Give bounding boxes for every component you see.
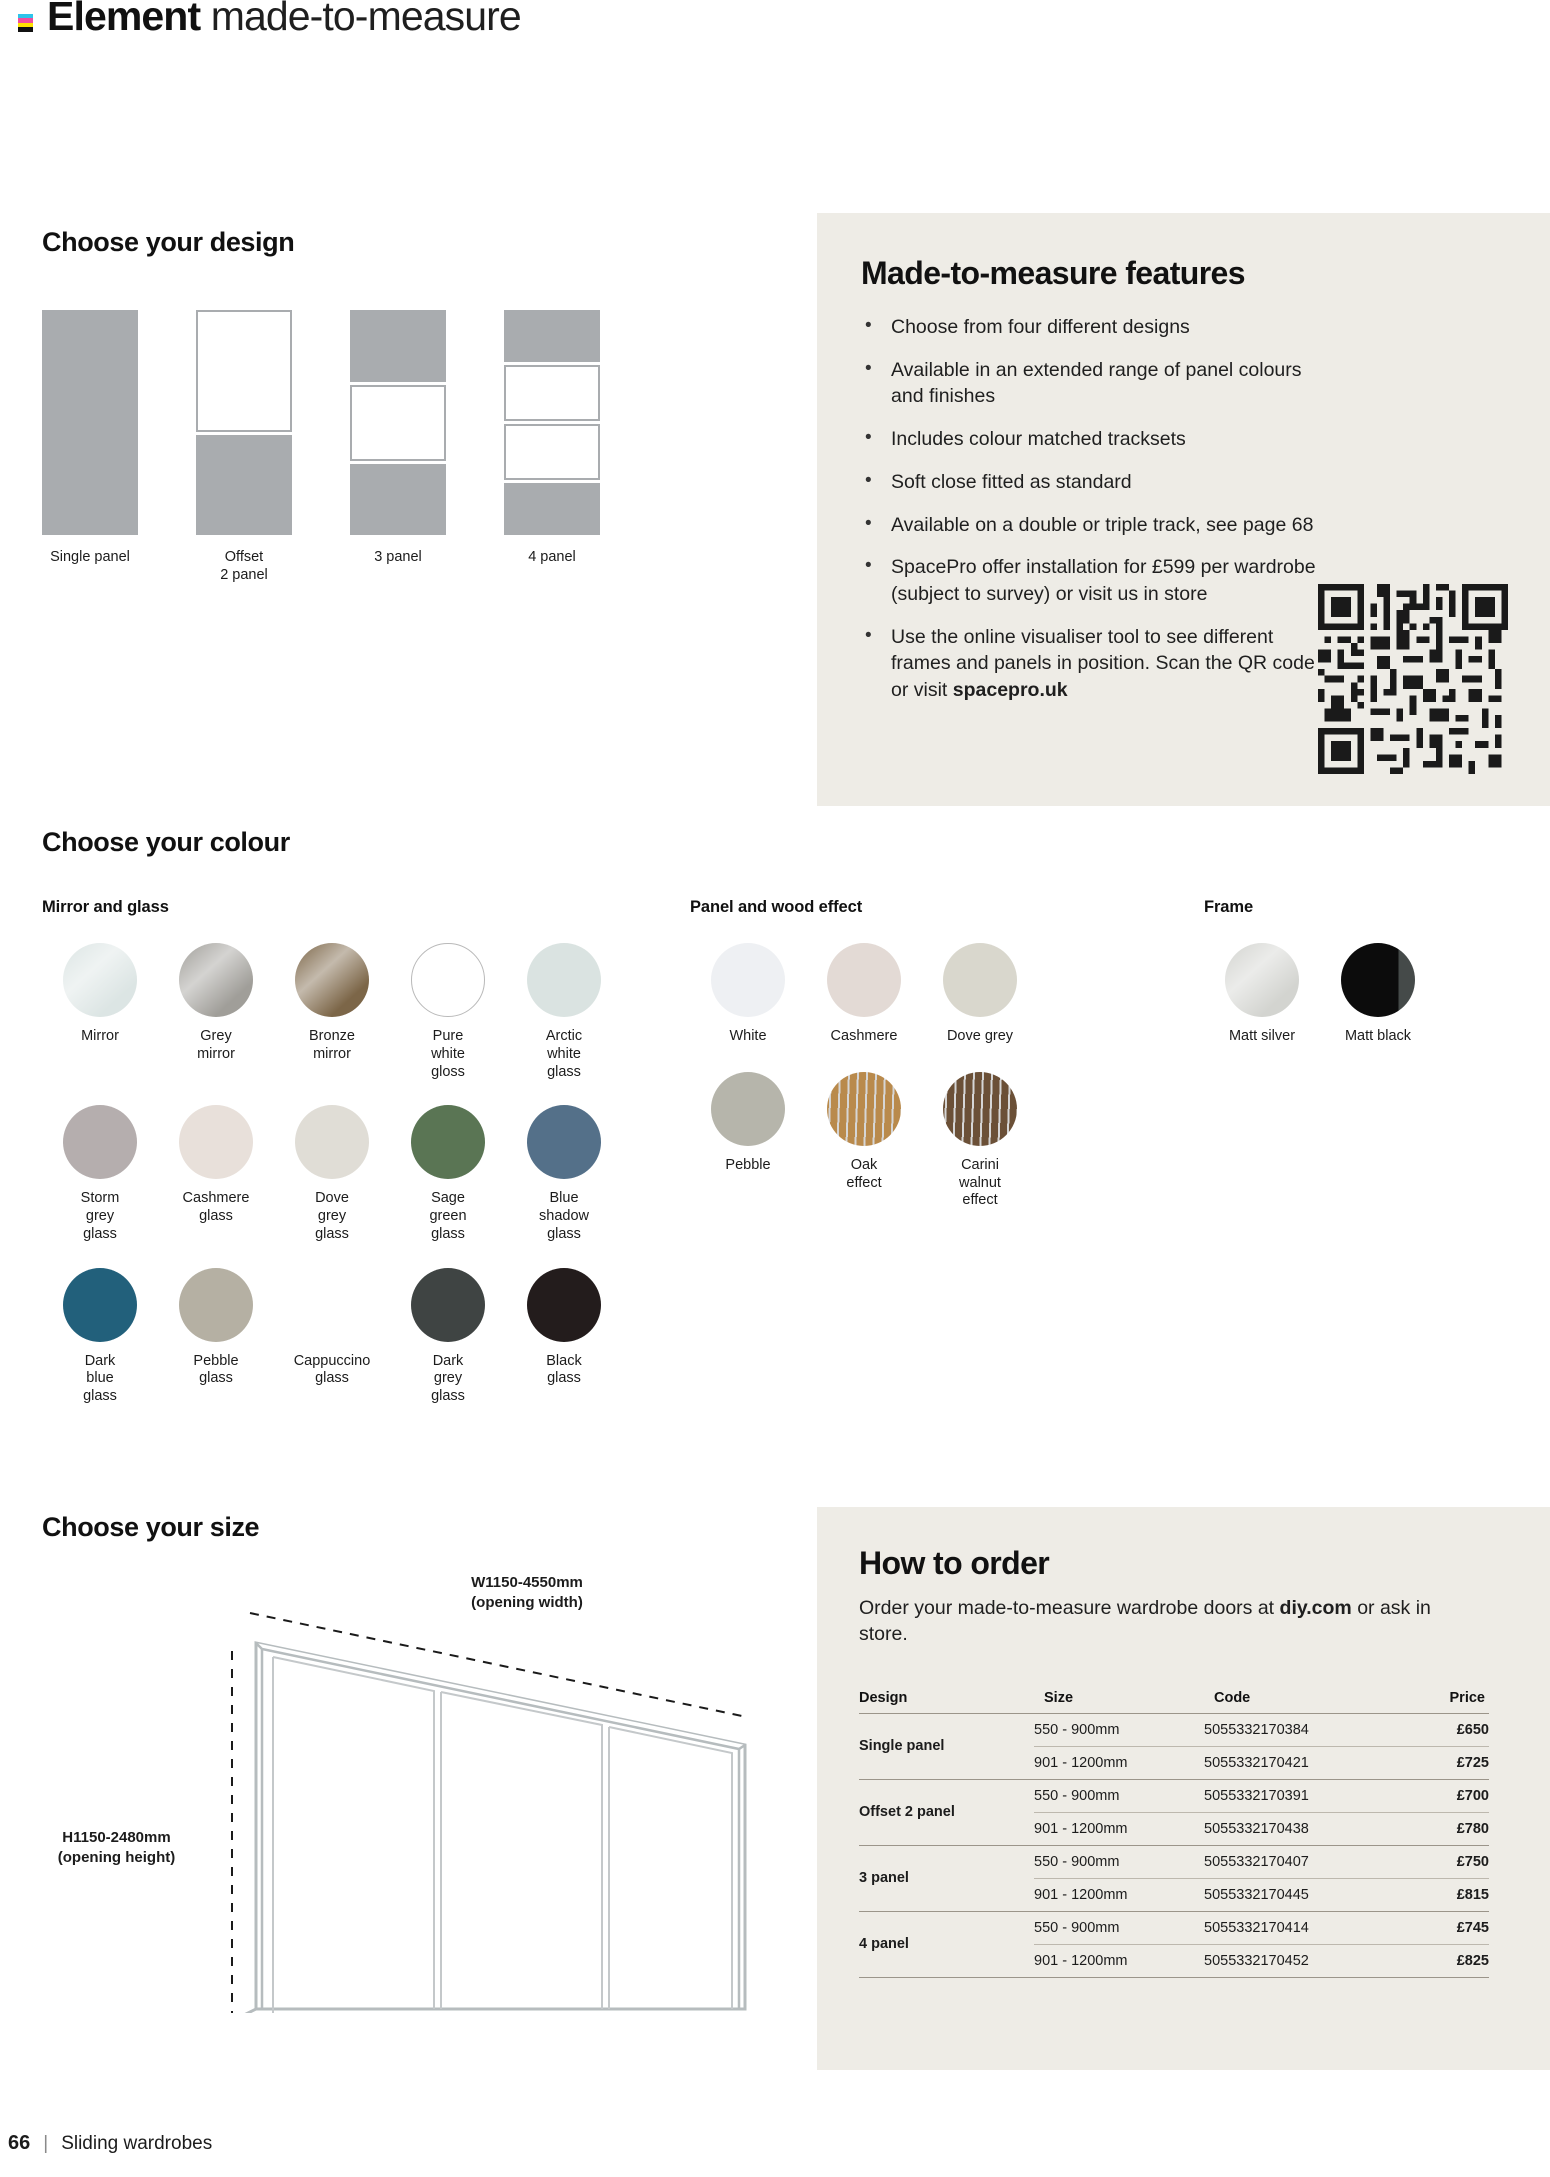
design-option[interactable]: [504, 310, 600, 585]
opening-width-label: W1150-4550mm (opening width): [471, 1574, 583, 1611]
cell-code: 5055332170407: [1204, 1845, 1399, 1878]
colour-swatch-label: Grey mirror: [197, 1028, 235, 1063]
page-number: 66: [8, 2132, 31, 2154]
colour-swatch-dot: [295, 1268, 369, 1342]
colour-swatch-option[interactable]: [922, 1072, 1038, 1210]
feature-bullet: • Soft close fitted as standard: [861, 469, 1331, 496]
colour-swatch-label: Oak effect: [846, 1157, 882, 1191]
design-options-row: [42, 310, 722, 585]
colour-swatch-option[interactable]: [1320, 943, 1436, 1046]
cell-size: 901 - 1200mm: [1034, 1746, 1204, 1779]
order-intro-text: [859, 1596, 1459, 1648]
colour-swatch-option[interactable]: [1204, 943, 1320, 1046]
design-option-label: 4 panel: [528, 549, 576, 566]
qr-code-icon: [1318, 584, 1508, 774]
design-option[interactable]: [196, 310, 292, 585]
panel-segment-solid: [504, 483, 600, 535]
cell-price: £650: [1399, 1713, 1489, 1746]
cell-price: £725: [1399, 1746, 1489, 1779]
design-panel-figure: [350, 310, 446, 535]
choose-your-design-section: [42, 205, 722, 585]
colour-swatch-label: Matt silver: [1228, 1028, 1296, 1045]
cell-price: £700: [1399, 1779, 1489, 1812]
feature-bullet: • Available in an extended range of panel colours and finishes: [861, 357, 1331, 410]
colour-swatch-option[interactable]: [390, 1268, 506, 1406]
price-table-head: [859, 1690, 1489, 1714]
table-bottom-rule: [859, 1977, 1489, 1978]
cell-price: £825: [1399, 1944, 1489, 1977]
colour-swatch-option[interactable]: [806, 943, 922, 1046]
colour-swatch-dot: [711, 1072, 785, 1146]
cell-size: 550 - 900mm: [1034, 1845, 1204, 1878]
colour-swatch-option[interactable]: [42, 1105, 158, 1243]
cell-design: Single panel: [859, 1713, 1034, 1779]
brand-subtitle: made-to-measure: [210, 0, 521, 39]
feature-bullet: • Use the online visualiser tool to see different frames and panels in position. Scan the QR code or visit spacepro.uk: [861, 624, 1331, 704]
colour-swatch-dot: [527, 943, 601, 1017]
swatch-row: [42, 943, 622, 1081]
colour-swatch-option[interactable]: [274, 943, 390, 1081]
colour-swatch-option[interactable]: [922, 943, 1038, 1046]
panel-segment-open: [196, 310, 292, 432]
cell-code: 5055332170391: [1204, 1779, 1399, 1812]
colour-swatch-label: Dove grey: [946, 1028, 1014, 1045]
colour-swatch-dot: [179, 1268, 253, 1342]
how-to-order-panel: [817, 1507, 1550, 2070]
panel-segment-solid: [42, 310, 138, 535]
page-header: [18, 0, 521, 37]
colour-swatch-label: Cashmere: [830, 1028, 898, 1045]
feature-bullet: • Choose from four different designs: [861, 314, 1331, 341]
panel-segment-solid: [350, 464, 446, 536]
colour-swatch-dot: [1225, 943, 1299, 1017]
price-table-body: [859, 1713, 1489, 1978]
colour-swatch-label: Bronze mirror: [309, 1028, 355, 1063]
cell-design: 3 panel: [859, 1845, 1034, 1911]
colour-swatch-option[interactable]: [158, 1268, 274, 1406]
colour-swatch-option[interactable]: [158, 1105, 274, 1243]
cell-price: £745: [1399, 1911, 1489, 1944]
design-panel-figure: [504, 310, 600, 535]
cell-design: 4 panel: [859, 1911, 1034, 1977]
colour-swatch-dot: [411, 943, 485, 1017]
panel-segment-solid: [350, 310, 446, 382]
price-table: [859, 1690, 1489, 1978]
colour-swatch-option[interactable]: [506, 1268, 622, 1406]
colour-swatch-dot: [827, 1072, 901, 1146]
feature-bullet: • Includes colour matched tracksets: [861, 426, 1331, 453]
colour-swatch-option[interactable]: [42, 943, 158, 1081]
cell-price: £815: [1399, 1878, 1489, 1911]
colour-swatch-label: Dark grey glass: [431, 1352, 465, 1404]
colour-swatch-option[interactable]: [274, 1268, 390, 1406]
cell-size: 901 - 1200mm: [1034, 1878, 1204, 1911]
colour-swatch-dot: [179, 1105, 253, 1179]
colour-swatch-option[interactable]: [690, 943, 806, 1046]
colour-swatch-label: Matt black: [1344, 1028, 1412, 1045]
colour-swatch-dot: [943, 943, 1017, 1017]
design-panel-figure: [196, 310, 292, 535]
swatch-row: [690, 1072, 1038, 1210]
opening-height-label: H1150-2480mm (opening height): [57, 1829, 176, 1866]
colour-swatch-dot: [711, 943, 785, 1017]
col-header-code: Code: [1204, 1690, 1399, 1714]
cell-design: Offset 2 panel: [859, 1779, 1034, 1845]
colour-swatch-label: Dark blue glass: [83, 1352, 117, 1404]
cell-size: 901 - 1200mm: [1034, 1812, 1204, 1845]
design-option-label: Single panel: [50, 549, 130, 566]
colour-group-title: Frame: [1204, 898, 1254, 917]
colour-swatch-option[interactable]: [506, 1105, 622, 1243]
footer-section-name: Sliding wardrobes: [61, 2133, 213, 2154]
colour-swatch-option[interactable]: [42, 1268, 158, 1406]
choose-your-colour-section: [42, 805, 1522, 1404]
cell-size: 550 - 900mm: [1034, 1911, 1204, 1944]
cell-size: 550 - 900mm: [1034, 1779, 1204, 1812]
colour-swatch-label: Pebble glass: [193, 1352, 239, 1387]
swatch-row: [690, 943, 1038, 1046]
colour-swatch-dot: [527, 1268, 601, 1342]
colour-swatch-dot: [295, 943, 369, 1017]
colour-swatch-label: White: [729, 1028, 767, 1045]
colour-swatch-label: Arctic white glass: [545, 1028, 583, 1080]
colour-swatch-option[interactable]: [690, 1072, 806, 1210]
cell-code: 5055332170421: [1204, 1746, 1399, 1779]
colour-swatch-dot: [179, 943, 253, 1017]
cell-price: £780: [1399, 1812, 1489, 1845]
colour-swatch-label: Dove grey glass: [315, 1190, 349, 1242]
page-title: [47, 0, 521, 37]
colour-swatch-dot: [63, 1268, 137, 1342]
swatch-row: [42, 1105, 622, 1243]
colour-swatch-label: Mirror: [81, 1028, 119, 1045]
swatch-row: [42, 1268, 622, 1406]
table-row: [859, 1713, 1489, 1746]
page-footer: [8, 2132, 212, 2155]
colour-swatch-label: Pure white gloss: [431, 1028, 465, 1080]
col-header-design: Design: [859, 1690, 1034, 1714]
design-option-label: Offset 2 panel: [220, 549, 268, 584]
colour-swatch-dot: [827, 943, 901, 1017]
diy-com-link[interactable]: diy.com: [1279, 1597, 1352, 1619]
cell-code: 5055332170445: [1204, 1878, 1399, 1911]
colour-swatch-label: Carini walnut effect: [959, 1157, 1001, 1209]
colour-swatch-dot: [943, 1072, 1017, 1146]
colour-swatch-label: Black glass: [546, 1352, 582, 1387]
colour-group-frame: [1204, 898, 1436, 1046]
design-option[interactable]: [350, 310, 446, 585]
col-header-price: Price: [1399, 1690, 1489, 1714]
made-to-measure-features-panel: [817, 213, 1550, 806]
choose-your-size-section: [42, 1490, 802, 2013]
panel-segment-solid: [504, 310, 600, 362]
cell-code: 5055332170414: [1204, 1911, 1399, 1944]
feature-bullet: • SpacePro offer installation for £599 per wardrobe (subject to survey) or visit us in store: [861, 554, 1331, 607]
panel-segment-open: [504, 424, 600, 480]
cell-code: 5055332170384: [1204, 1713, 1399, 1746]
panel-segment-solid: [196, 435, 292, 535]
section-heading-design: Choose your design: [42, 227, 295, 258]
footer-separator: |: [43, 2133, 49, 2154]
colour-group-title: Mirror and glass: [42, 898, 169, 917]
spacepro-link[interactable]: spacepro.uk: [952, 679, 1068, 702]
wardrobe-perspective-diagram: [42, 1573, 772, 2013]
colour-swatch-dot: [1341, 943, 1415, 1017]
col-header-size: Size: [1034, 1690, 1204, 1714]
colour-swatch-dot: [411, 1105, 485, 1179]
colour-swatch-label: Blue shadow glass: [539, 1190, 589, 1242]
colour-swatch-option[interactable]: [806, 1072, 922, 1210]
colour-swatch-label: Cashmere glass: [182, 1190, 250, 1225]
design-panel-figure: [42, 310, 138, 535]
colour-swatch-dot: [63, 943, 137, 1017]
colour-group-title: Panel and wood effect: [690, 898, 863, 917]
swatch-row: [1204, 943, 1436, 1046]
order-heading: How to order: [859, 1545, 1050, 1581]
colour-swatch-option[interactable]: [158, 943, 274, 1081]
cell-price: £750: [1399, 1845, 1489, 1878]
section-heading-size: Choose your size: [42, 1512, 260, 1543]
features-heading: Made-to-measure features: [861, 255, 1245, 291]
panel-segment-open: [350, 385, 446, 461]
table-row: [859, 1779, 1489, 1812]
colour-swatch-dot: [295, 1105, 369, 1179]
colour-swatch-dot: [411, 1268, 485, 1342]
colour-swatch-dot: [527, 1105, 601, 1179]
brand-name: Element: [47, 0, 201, 39]
order-intro-suffix: or ask in store.: [859, 1597, 1431, 1645]
cell-code: 5055332170452: [1204, 1944, 1399, 1977]
section-heading-colour: Choose your colour: [42, 827, 290, 858]
cell-code: 5055332170438: [1204, 1812, 1399, 1845]
colour-group-panel-and-wood-effect: [690, 898, 1038, 1210]
colour-swatch-option[interactable]: [390, 1105, 506, 1243]
cell-size: 901 - 1200mm: [1034, 1944, 1204, 1977]
wardrobe-outline-svg: [42, 1573, 772, 2013]
price-table-header-row: [859, 1690, 1489, 1714]
cmyk-bars-icon: [18, 14, 33, 32]
table-row: [859, 1845, 1489, 1878]
colour-swatch-label: Cappuccino glass: [293, 1352, 371, 1387]
table-row: [859, 1911, 1489, 1944]
colour-swatch-label: Pebble: [725, 1157, 771, 1174]
colour-swatch-option[interactable]: [506, 943, 622, 1081]
colour-swatch-dot: [63, 1105, 137, 1179]
panel-segment-open: [504, 365, 600, 421]
colour-swatch-label: Storm grey glass: [80, 1190, 120, 1242]
design-option-label: 3 panel: [374, 549, 422, 566]
colour-group-mirror-and-glass: [42, 898, 622, 1405]
colour-swatch-label: Sage green glass: [429, 1190, 467, 1242]
colour-swatch-option[interactable]: [274, 1105, 390, 1243]
design-option[interactable]: [42, 310, 138, 585]
colour-swatch-option[interactable]: [390, 943, 506, 1081]
feature-bullet: • Available on a double or triple track, see page 68: [861, 512, 1331, 539]
order-intro-prefix: Order your made-to-measure wardrobe doors at: [859, 1597, 1280, 1619]
cell-size: 550 - 900mm: [1034, 1713, 1204, 1746]
